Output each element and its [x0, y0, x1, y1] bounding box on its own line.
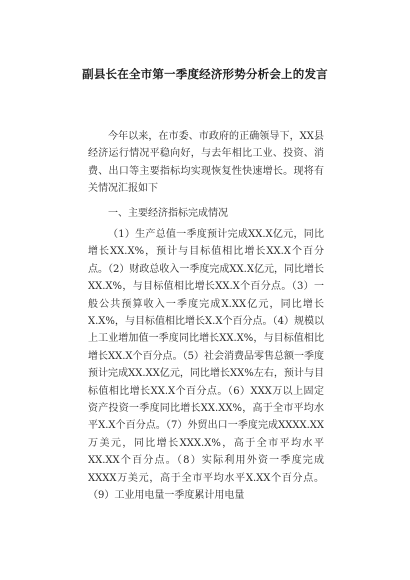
- document-title: 副县长在全市第一季度经济形势分析会上的发言: [82, 67, 328, 81]
- section-body-paragraph: （1）生产总值一季度预计完成XX.X亿元，同比增长XX.X%，预计与目标值相比增长XX.X个百分点。（2）财政总收入一季度完成XX.X亿元，同比增长XX.X%，与目标值相比增长XX.X个百分点。（3）一般公共预算收入一季度完成X.XX亿元，同比增长X.X%，与目标值相比增长X.X个百分点。（4）规模以上工业增加值一季度同比增长XX.X%，与目标值相比增长XX.X个百分点。（5）社会消费品零售总额一季度预计完成XX.XX亿元，同比增长XX%左右，预计与目标值相比增长XX.X个百分点。（6）XXX万以上固定资产投资一季度同比增长XX.XX%，高于全市平均水平X.X个百分点。（7）外贸出口一季度完成XXXX.XX万美元，同比增长XXX.X%，高于全市平均水平XX.XX个百分点。（8）实际利用外资一季度完成XXXX万美元，高于全市平均水平X.XX个百分点。（9）工业用电量一季度累计用电量: [88, 229, 324, 502]
- intro-paragraph: 今年以来，在市委、市政府的正确领导下，XX县经济运行情况平稳向好，与去年相比工业、投资、消费、出口等主要指标均实现恢复性快速增长。现将有关情况汇报如下: [88, 131, 324, 195]
- section-heading: 一、主要经济指标完成情况: [108, 208, 228, 219]
